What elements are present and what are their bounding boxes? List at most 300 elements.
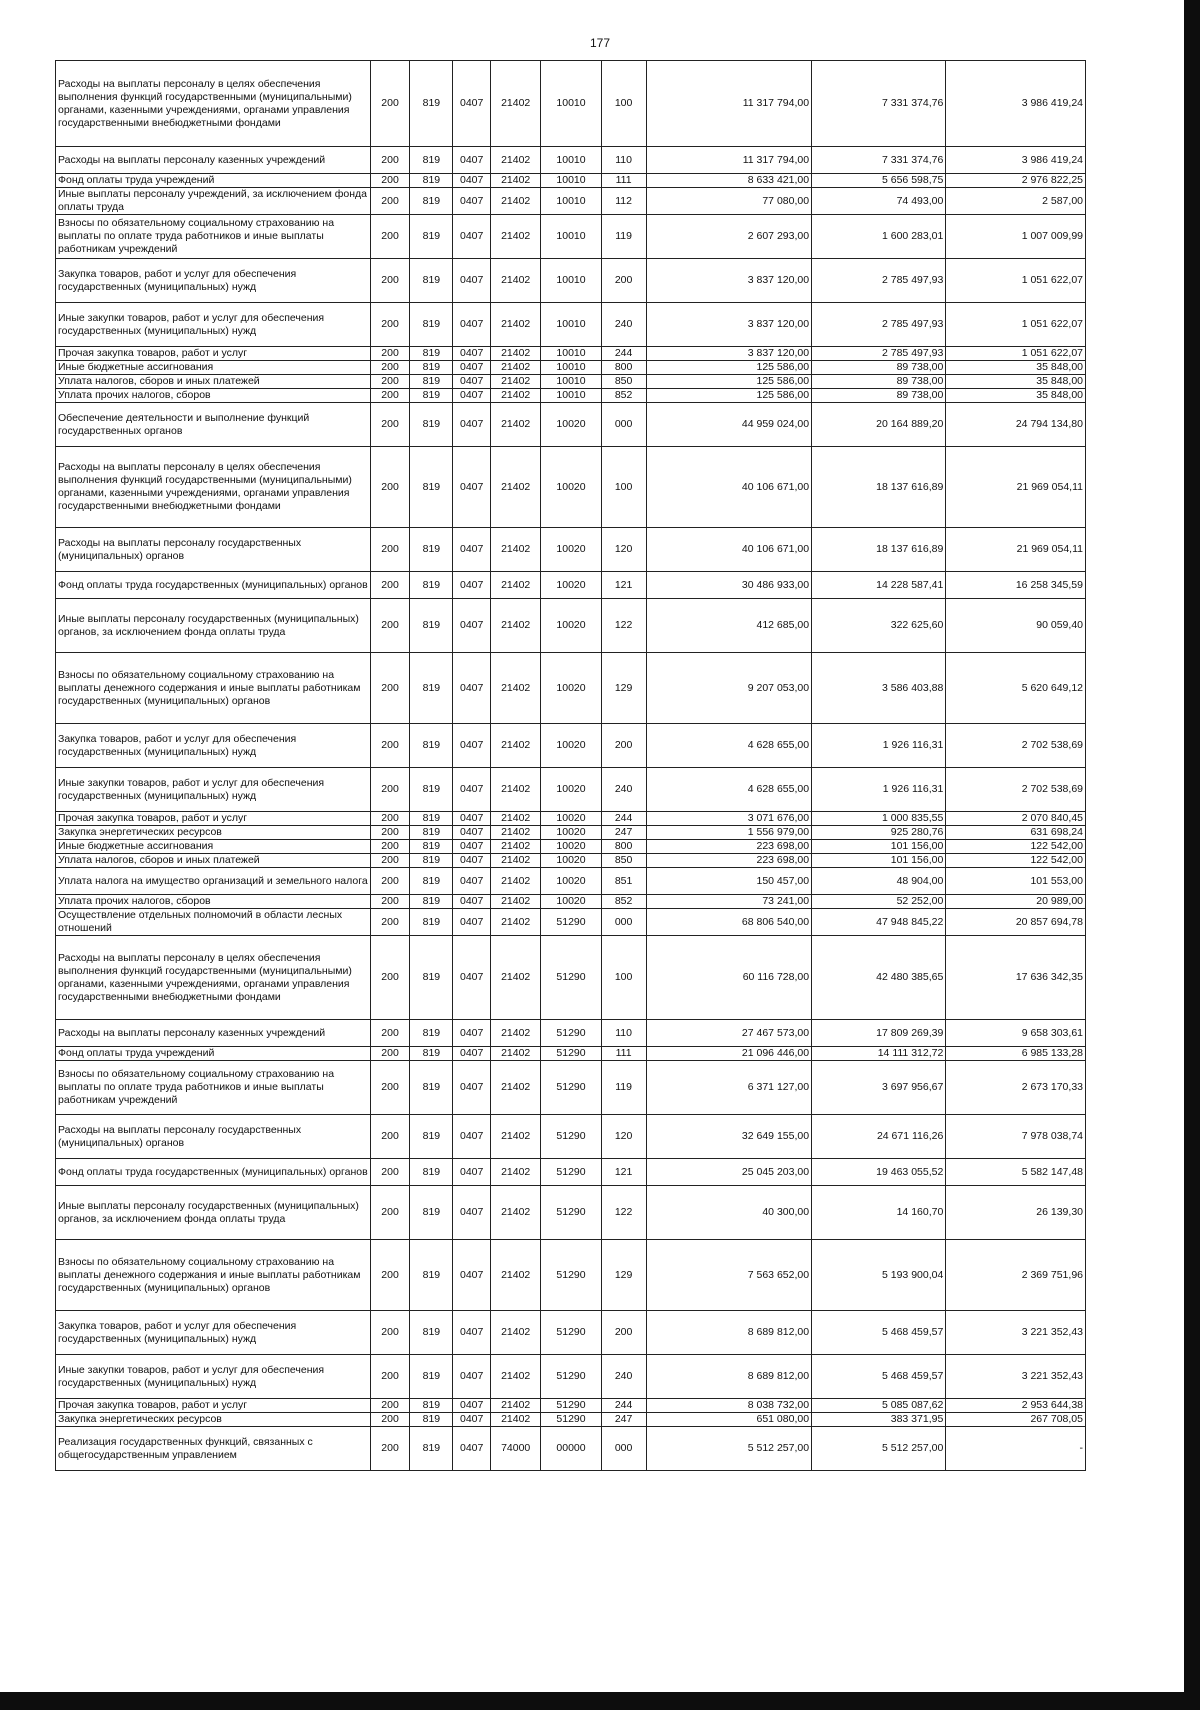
amount-planned: 4 628 655,00 <box>646 724 811 768</box>
code-direction: 51290 <box>541 1159 601 1186</box>
amount-executed: 5 193 900,04 <box>812 1240 946 1311</box>
amount-planned: 223 698,00 <box>646 840 811 854</box>
code-admin: 200 <box>370 1427 410 1471</box>
scan-edge-bottom <box>0 1692 1200 1710</box>
code-section: 0407 <box>453 868 491 895</box>
amount-remaining: 90 059,40 <box>946 599 1086 653</box>
code-section: 0407 <box>453 361 491 375</box>
code-direction: 51290 <box>541 1311 601 1355</box>
code-direction: 10020 <box>541 840 601 854</box>
item-name: Обеспечение деятельности и выполнение функций государственных органов <box>56 403 371 447</box>
code-ministry: 819 <box>410 174 453 188</box>
code-admin: 200 <box>370 215 410 259</box>
table-row <box>56 599 1086 653</box>
amount-remaining: 631 698,24 <box>946 826 1086 840</box>
code-ministry: 819 <box>410 61 453 147</box>
table-row <box>56 361 1086 375</box>
amount-remaining: 3 221 352,43 <box>946 1355 1086 1399</box>
code-direction: 51290 <box>541 1061 601 1115</box>
code-expense-type: 000 <box>601 1427 646 1471</box>
code-expense-type: 111 <box>601 174 646 188</box>
code-expense-type: 100 <box>601 447 646 528</box>
item-name: Закупка энергетических ресурсов <box>56 826 371 840</box>
code-admin: 200 <box>370 936 410 1020</box>
table-row <box>56 375 1086 389</box>
code-direction: 51290 <box>541 909 601 936</box>
code-program: 21402 <box>490 1061 540 1115</box>
code-expense-type: 244 <box>601 347 646 361</box>
code-section: 0407 <box>453 303 491 347</box>
code-program: 21402 <box>490 936 540 1020</box>
code-expense-type: 244 <box>601 812 646 826</box>
amount-executed: 925 280,76 <box>812 826 946 840</box>
amount-remaining: 2 953 644,38 <box>946 1399 1086 1413</box>
amount-executed: 7 331 374,76 <box>812 147 946 174</box>
item-name: Фонд оплаты труда государственных (муниципальных) органов <box>56 1159 371 1186</box>
code-ministry: 819 <box>410 826 453 840</box>
amount-executed: 5 468 459,57 <box>812 1311 946 1355</box>
code-admin: 200 <box>370 375 410 389</box>
code-direction: 10020 <box>541 895 601 909</box>
code-section: 0407 <box>453 826 491 840</box>
code-direction: 10010 <box>541 61 601 147</box>
code-program: 21402 <box>490 768 540 812</box>
code-program: 21402 <box>490 868 540 895</box>
code-direction: 10010 <box>541 147 601 174</box>
item-name: Иные закупки товаров, работ и услуг для обеспечения государственных (муниципальных) нужд <box>56 303 371 347</box>
code-direction: 10020 <box>541 868 601 895</box>
item-name: Фонд оплаты труда учреждений <box>56 174 371 188</box>
code-direction: 10020 <box>541 599 601 653</box>
amount-executed: 48 904,00 <box>812 868 946 895</box>
code-program: 21402 <box>490 812 540 826</box>
table-row <box>56 768 1086 812</box>
code-program: 21402 <box>490 909 540 936</box>
code-section: 0407 <box>453 599 491 653</box>
table-row <box>56 909 1086 936</box>
table-row <box>56 347 1086 361</box>
table-row <box>56 188 1086 215</box>
item-name: Уплата налогов, сборов и иных платежей <box>56 375 371 389</box>
item-name: Закупка товаров, работ и услуг для обеспечения государственных (муниципальных) нужд <box>56 1311 371 1355</box>
item-name: Закупка товаров, работ и услуг для обеспечения государственных (муниципальных) нужд <box>56 259 371 303</box>
table-row <box>56 895 1086 909</box>
code-admin: 200 <box>370 1355 410 1399</box>
amount-executed: 19 463 055,52 <box>812 1159 946 1186</box>
item-name: Иные бюджетные ассигнования <box>56 361 371 375</box>
code-admin: 200 <box>370 572 410 599</box>
code-section: 0407 <box>453 403 491 447</box>
code-admin: 200 <box>370 147 410 174</box>
amount-remaining: 5 582 147,48 <box>946 1159 1086 1186</box>
code-admin: 200 <box>370 61 410 147</box>
code-direction: 10010 <box>541 375 601 389</box>
amount-planned: 8 689 812,00 <box>646 1311 811 1355</box>
code-admin: 200 <box>370 1047 410 1061</box>
amount-remaining: 3 986 419,24 <box>946 147 1086 174</box>
code-section: 0407 <box>453 1413 491 1427</box>
code-section: 0407 <box>453 936 491 1020</box>
code-admin: 200 <box>370 1020 410 1047</box>
item-name: Иные бюджетные ассигнования <box>56 840 371 854</box>
item-name: Иные выплаты персоналу государственных (муниципальных) органов, за исключением фонда оплаты труда <box>56 599 371 653</box>
table-row <box>56 936 1086 1020</box>
code-ministry: 819 <box>410 1427 453 1471</box>
amount-planned: 3 837 120,00 <box>646 259 811 303</box>
amount-planned: 8 689 812,00 <box>646 1355 811 1399</box>
code-section: 0407 <box>453 840 491 854</box>
code-program: 21402 <box>490 347 540 361</box>
amount-planned: 125 586,00 <box>646 375 811 389</box>
code-section: 0407 <box>453 375 491 389</box>
amount-planned: 2 607 293,00 <box>646 215 811 259</box>
code-section: 0407 <box>453 895 491 909</box>
code-direction: 10020 <box>541 447 601 528</box>
item-name: Иные закупки товаров, работ и услуг для обеспечения государственных (муниципальных) нужд <box>56 1355 371 1399</box>
code-direction: 10020 <box>541 724 601 768</box>
code-direction: 51290 <box>541 1399 601 1413</box>
code-program: 21402 <box>490 361 540 375</box>
code-ministry: 819 <box>410 1311 453 1355</box>
code-program: 21402 <box>490 1399 540 1413</box>
item-name: Расходы на выплаты персоналу в целях обеспечения выполнения функций государственными (муниципальными) органами, казенными учреждениями, органами управления государственными внебюджетными фондами <box>56 936 371 1020</box>
code-direction: 51290 <box>541 1355 601 1399</box>
amount-planned: 40 106 671,00 <box>646 528 811 572</box>
code-admin: 200 <box>370 1399 410 1413</box>
code-admin: 200 <box>370 174 410 188</box>
code-program: 21402 <box>490 1240 540 1311</box>
code-section: 0407 <box>453 1311 491 1355</box>
code-admin: 200 <box>370 724 410 768</box>
amount-remaining: 1 051 622,07 <box>946 347 1086 361</box>
amount-planned: 25 045 203,00 <box>646 1159 811 1186</box>
code-ministry: 819 <box>410 1399 453 1413</box>
code-ministry: 819 <box>410 768 453 812</box>
amount-executed: 322 625,60 <box>812 599 946 653</box>
amount-remaining: 1 007 009,99 <box>946 215 1086 259</box>
amount-remaining: 9 658 303,61 <box>946 1020 1086 1047</box>
amount-executed: 5 656 598,75 <box>812 174 946 188</box>
code-section: 0407 <box>453 215 491 259</box>
code-ministry: 819 <box>410 147 453 174</box>
table-row <box>56 174 1086 188</box>
table-row <box>56 1427 1086 1471</box>
amount-executed: 18 137 616,89 <box>812 447 946 528</box>
code-program: 74000 <box>490 1427 540 1471</box>
code-program: 21402 <box>490 599 540 653</box>
table-row <box>56 724 1086 768</box>
code-program: 21402 <box>490 1115 540 1159</box>
code-expense-type: 119 <box>601 1061 646 1115</box>
code-program: 21402 <box>490 375 540 389</box>
amount-remaining: 101 553,00 <box>946 868 1086 895</box>
code-expense-type: 100 <box>601 61 646 147</box>
code-direction: 51290 <box>541 1047 601 1061</box>
amount-remaining: 6 985 133,28 <box>946 1047 1086 1061</box>
item-name: Взносы по обязательному социальному страхованию на выплаты по оплате труда работников и иные выплаты работникам учреждений <box>56 1061 371 1115</box>
code-expense-type: 111 <box>601 1047 646 1061</box>
code-direction: 10020 <box>541 403 601 447</box>
code-ministry: 819 <box>410 1061 453 1115</box>
code-admin: 200 <box>370 812 410 826</box>
amount-remaining: - <box>946 1427 1086 1471</box>
code-admin: 200 <box>370 347 410 361</box>
code-direction: 10010 <box>541 389 601 403</box>
code-ministry: 819 <box>410 528 453 572</box>
amount-planned: 5 512 257,00 <box>646 1427 811 1471</box>
amount-executed: 89 738,00 <box>812 361 946 375</box>
code-direction: 10010 <box>541 174 601 188</box>
code-admin: 200 <box>370 1159 410 1186</box>
table-row <box>56 826 1086 840</box>
code-admin: 200 <box>370 1311 410 1355</box>
table-row <box>56 259 1086 303</box>
amount-planned: 150 457,00 <box>646 868 811 895</box>
code-admin: 200 <box>370 259 410 303</box>
code-ministry: 819 <box>410 909 453 936</box>
amount-executed: 383 371,95 <box>812 1413 946 1427</box>
code-admin: 200 <box>370 768 410 812</box>
amount-planned: 8 038 732,00 <box>646 1399 811 1413</box>
item-name: Уплата прочих налогов, сборов <box>56 389 371 403</box>
table-row <box>56 1311 1086 1355</box>
code-section: 0407 <box>453 1355 491 1399</box>
code-section: 0407 <box>453 1186 491 1240</box>
budget-table <box>55 60 1086 1471</box>
code-expense-type: 247 <box>601 826 646 840</box>
amount-remaining: 122 542,00 <box>946 840 1086 854</box>
code-direction: 10010 <box>541 259 601 303</box>
code-section: 0407 <box>453 174 491 188</box>
code-ministry: 819 <box>410 1047 453 1061</box>
item-name: Закупка товаров, работ и услуг для обеспечения государственных (муниципальных) нужд <box>56 724 371 768</box>
code-direction: 10020 <box>541 812 601 826</box>
code-expense-type: 129 <box>601 1240 646 1311</box>
code-ministry: 819 <box>410 653 453 724</box>
amount-planned: 412 685,00 <box>646 599 811 653</box>
code-section: 0407 <box>453 188 491 215</box>
item-name: Расходы на выплаты персоналу в целях обеспечения выполнения функций государственными (муниципальными) органами, казенными учреждениями, органами управления государственными внебюджетными фондами <box>56 61 371 147</box>
code-program: 21402 <box>490 854 540 868</box>
code-ministry: 819 <box>410 347 453 361</box>
table-row <box>56 1020 1086 1047</box>
code-ministry: 819 <box>410 1355 453 1399</box>
code-admin: 200 <box>370 840 410 854</box>
item-name: Взносы по обязательному социальному страхованию на выплаты по оплате труда работников и иные выплаты работникам учреждений <box>56 215 371 259</box>
amount-remaining: 2 369 751,96 <box>946 1240 1086 1311</box>
code-section: 0407 <box>453 1115 491 1159</box>
code-ministry: 819 <box>410 812 453 826</box>
item-name: Прочая закупка товаров, работ и услуг <box>56 1399 371 1413</box>
code-section: 0407 <box>453 347 491 361</box>
table-row <box>56 147 1086 174</box>
amount-remaining: 1 051 622,07 <box>946 259 1086 303</box>
code-expense-type: 240 <box>601 303 646 347</box>
code-section: 0407 <box>453 528 491 572</box>
code-section: 0407 <box>453 1159 491 1186</box>
code-ministry: 819 <box>410 599 453 653</box>
code-expense-type: 240 <box>601 768 646 812</box>
amount-executed: 3 586 403,88 <box>812 653 946 724</box>
code-expense-type: 122 <box>601 599 646 653</box>
item-name: Расходы на выплаты персоналу казенных учреждений <box>56 147 371 174</box>
table-row <box>56 1355 1086 1399</box>
item-name: Прочая закупка товаров, работ и услуг <box>56 347 371 361</box>
item-name: Закупка энергетических ресурсов <box>56 1413 371 1427</box>
code-expense-type: 850 <box>601 854 646 868</box>
amount-remaining: 16 258 345,59 <box>946 572 1086 599</box>
item-name: Фонд оплаты труда государственных (муниципальных) органов <box>56 572 371 599</box>
code-ministry: 819 <box>410 303 453 347</box>
amount-remaining: 122 542,00 <box>946 854 1086 868</box>
code-section: 0407 <box>453 61 491 147</box>
code-expense-type: 247 <box>601 1413 646 1427</box>
code-direction: 51290 <box>541 1240 601 1311</box>
scan-edge-right <box>1184 0 1200 1710</box>
amount-executed: 18 137 616,89 <box>812 528 946 572</box>
amount-executed: 7 331 374,76 <box>812 61 946 147</box>
table-row <box>56 528 1086 572</box>
code-ministry: 819 <box>410 389 453 403</box>
table-row <box>56 1159 1086 1186</box>
code-direction: 10020 <box>541 572 601 599</box>
amount-executed: 24 671 116,26 <box>812 1115 946 1159</box>
amount-remaining: 2 976 822,25 <box>946 174 1086 188</box>
amount-remaining: 17 636 342,35 <box>946 936 1086 1020</box>
code-expense-type: 110 <box>601 1020 646 1047</box>
amount-remaining: 1 051 622,07 <box>946 303 1086 347</box>
amount-planned: 30 486 933,00 <box>646 572 811 599</box>
table-row <box>56 840 1086 854</box>
code-ministry: 819 <box>410 1115 453 1159</box>
code-expense-type: 100 <box>601 936 646 1020</box>
code-ministry: 819 <box>410 724 453 768</box>
code-program: 21402 <box>490 389 540 403</box>
amount-remaining: 5 620 649,12 <box>946 653 1086 724</box>
amount-remaining: 35 848,00 <box>946 375 1086 389</box>
code-section: 0407 <box>453 389 491 403</box>
code-program: 21402 <box>490 1020 540 1047</box>
table-row <box>56 403 1086 447</box>
amount-planned: 651 080,00 <box>646 1413 811 1427</box>
amount-planned: 3 837 120,00 <box>646 303 811 347</box>
code-direction: 10020 <box>541 528 601 572</box>
code-admin: 200 <box>370 826 410 840</box>
code-section: 0407 <box>453 854 491 868</box>
amount-remaining: 267 708,05 <box>946 1413 1086 1427</box>
code-program: 21402 <box>490 1159 540 1186</box>
code-admin: 200 <box>370 188 410 215</box>
table-row <box>56 447 1086 528</box>
code-expense-type: 850 <box>601 375 646 389</box>
code-program: 21402 <box>490 215 540 259</box>
amount-remaining: 3 221 352,43 <box>946 1311 1086 1355</box>
code-expense-type: 240 <box>601 1355 646 1399</box>
item-name: Расходы на выплаты персоналу казенных учреждений <box>56 1020 371 1047</box>
amount-planned: 32 649 155,00 <box>646 1115 811 1159</box>
item-name: Иные выплаты персоналу государственных (муниципальных) органов, за исключением фонда оплаты труда <box>56 1186 371 1240</box>
amount-remaining: 2 673 170,33 <box>946 1061 1086 1115</box>
code-direction: 10020 <box>541 653 601 724</box>
code-program: 21402 <box>490 403 540 447</box>
code-admin: 200 <box>370 1061 410 1115</box>
code-direction: 10010 <box>541 361 601 375</box>
amount-planned: 40 300,00 <box>646 1186 811 1240</box>
code-section: 0407 <box>453 812 491 826</box>
code-section: 0407 <box>453 1240 491 1311</box>
code-admin: 200 <box>370 653 410 724</box>
code-ministry: 819 <box>410 188 453 215</box>
amount-planned: 8 633 421,00 <box>646 174 811 188</box>
code-ministry: 819 <box>410 375 453 389</box>
table-row <box>56 1240 1086 1311</box>
code-admin: 200 <box>370 1186 410 1240</box>
amount-executed: 101 156,00 <box>812 854 946 868</box>
code-ministry: 819 <box>410 1020 453 1047</box>
amount-executed: 2 785 497,93 <box>812 303 946 347</box>
amount-planned: 3 837 120,00 <box>646 347 811 361</box>
code-ministry: 819 <box>410 936 453 1020</box>
code-program: 21402 <box>490 1047 540 1061</box>
amount-executed: 14 228 587,41 <box>812 572 946 599</box>
code-section: 0407 <box>453 259 491 303</box>
item-name: Взносы по обязательному социальному страхованию на выплаты денежного содержания и иные выплаты работникам государственных (муниципальных) органов <box>56 653 371 724</box>
code-direction: 10010 <box>541 215 601 259</box>
item-name: Иные выплаты персоналу учреждений, за исключением фонда оплаты труда <box>56 188 371 215</box>
amount-executed: 89 738,00 <box>812 375 946 389</box>
code-expense-type: 852 <box>601 389 646 403</box>
code-admin: 200 <box>370 868 410 895</box>
code-section: 0407 <box>453 572 491 599</box>
item-name: Уплата налога на имущество организаций и земельного налога <box>56 868 371 895</box>
code-direction: 10010 <box>541 347 601 361</box>
code-ministry: 819 <box>410 1186 453 1240</box>
code-program: 21402 <box>490 259 540 303</box>
item-name: Иные закупки товаров, работ и услуг для обеспечения государственных (муниципальных) нужд <box>56 768 371 812</box>
amount-executed: 47 948 845,22 <box>812 909 946 936</box>
code-ministry: 819 <box>410 215 453 259</box>
amount-executed: 14 160,70 <box>812 1186 946 1240</box>
code-admin: 200 <box>370 599 410 653</box>
code-expense-type: 200 <box>601 259 646 303</box>
amount-planned: 9 207 053,00 <box>646 653 811 724</box>
code-ministry: 819 <box>410 1159 453 1186</box>
amount-planned: 3 071 676,00 <box>646 812 811 826</box>
amount-executed: 1 926 116,31 <box>812 724 946 768</box>
code-ministry: 819 <box>410 1413 453 1427</box>
code-section: 0407 <box>453 768 491 812</box>
amount-planned: 6 371 127,00 <box>646 1061 811 1115</box>
table-row <box>56 1047 1086 1061</box>
amount-remaining: 35 848,00 <box>946 361 1086 375</box>
code-admin: 200 <box>370 1413 410 1427</box>
code-admin: 200 <box>370 854 410 868</box>
code-admin: 200 <box>370 528 410 572</box>
amount-remaining: 2 702 538,69 <box>946 768 1086 812</box>
code-admin: 200 <box>370 909 410 936</box>
code-program: 21402 <box>490 61 540 147</box>
amount-remaining: 2 702 538,69 <box>946 724 1086 768</box>
code-program: 21402 <box>490 188 540 215</box>
code-section: 0407 <box>453 1061 491 1115</box>
code-admin: 200 <box>370 447 410 528</box>
code-program: 21402 <box>490 826 540 840</box>
amount-executed: 89 738,00 <box>812 389 946 403</box>
amount-executed: 1 000 835,55 <box>812 812 946 826</box>
code-direction: 10020 <box>541 854 601 868</box>
code-ministry: 819 <box>410 840 453 854</box>
code-admin: 200 <box>370 403 410 447</box>
